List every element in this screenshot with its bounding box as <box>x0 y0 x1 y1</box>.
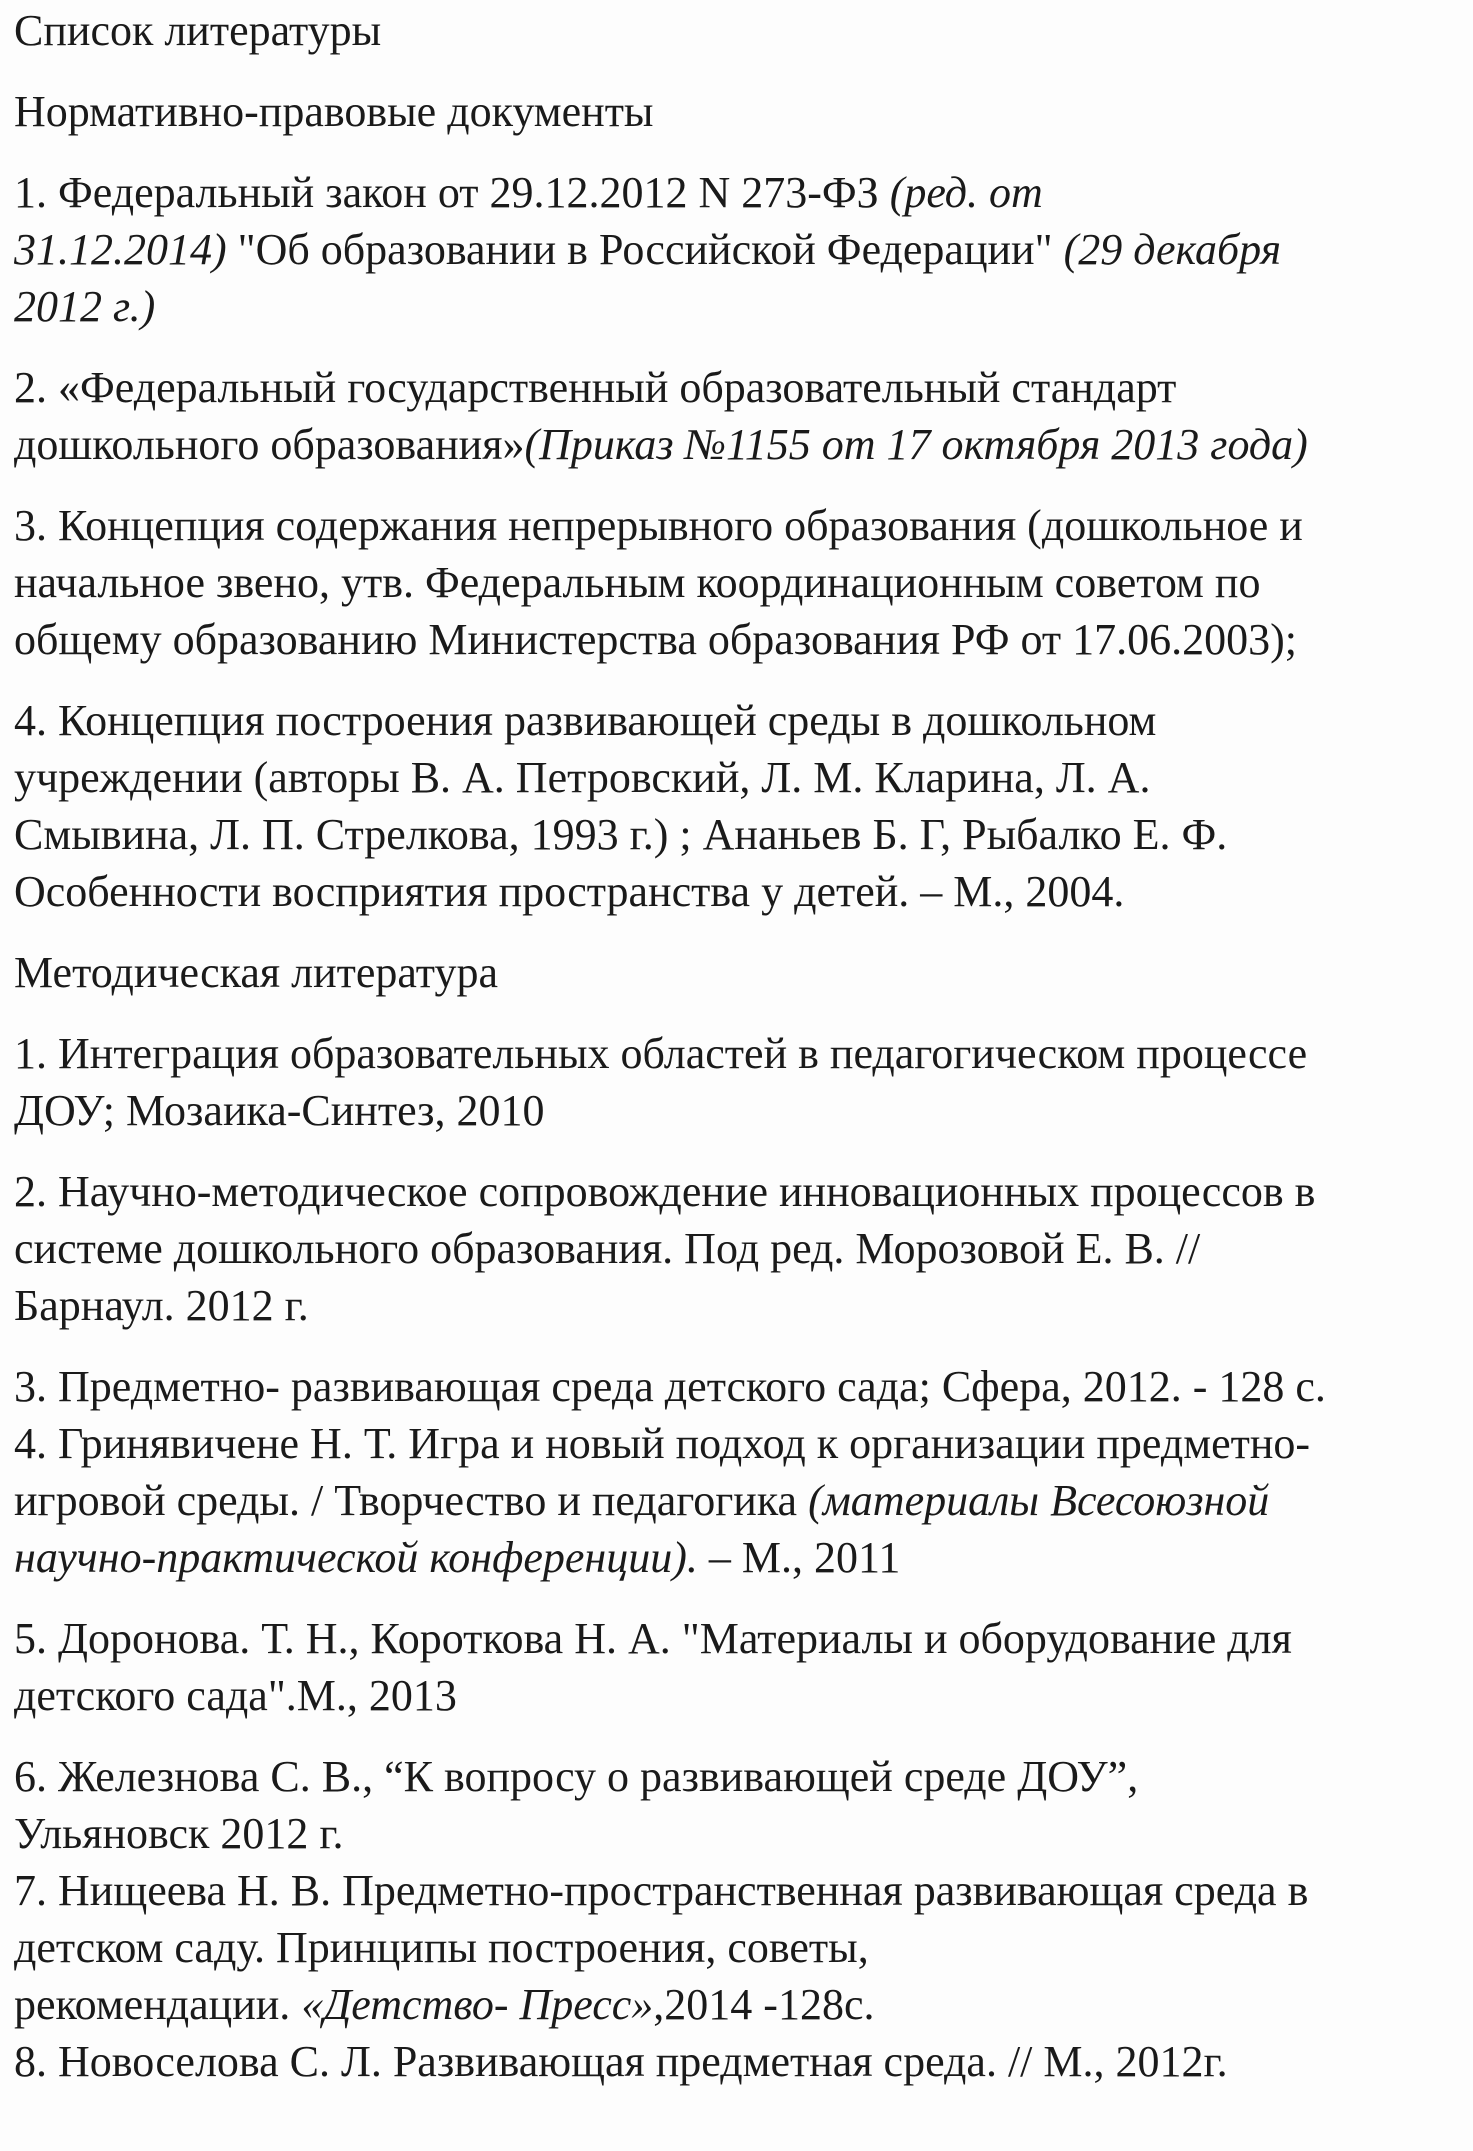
text-run: 6. Железнова С. В., “К вопросу о развивающей среде ДОУ”, <box>14 1752 1139 1801</box>
text-run: игровой среды. / Творчество и педагогика <box>14 1476 809 1525</box>
reference-section <box>14 83 1465 920</box>
reference-item <box>14 1862 1465 2033</box>
text-run: системе дошкольного образования. Под ред. Морозовой Е. В. // <box>14 1224 1201 1273</box>
reference-line <box>14 497 1465 554</box>
text-run: 2. Научно-методическое сопровождение инновационных процессов в <box>14 1167 1316 1216</box>
text-run: 5. Доронова. Т. Н., Короткова Н. А. "Материалы и оборудование для <box>14 1614 1292 1663</box>
text-run: Особенности восприятия пространства у детей. – М., 2004. <box>14 867 1125 916</box>
text-run: 3. Предметно- развивающая среда детского сада; Сфера, 2012. - 128 с. <box>14 1362 1326 1411</box>
text-run: детского сада".М., 2013 <box>14 1671 457 1720</box>
reference-item <box>14 1025 1465 1139</box>
text-run: детском саду. Принципы построения, советы, <box>14 1923 869 1972</box>
reference-item <box>14 2033 1465 2090</box>
italic-text: 31.12.2014) <box>14 225 227 274</box>
text-run: Смывина, Л. П. Стрелкова, 1993 г.) ; Ананьев Б. Г, Рыбалко Е. Ф. <box>14 810 1228 859</box>
reference-line <box>14 863 1465 920</box>
reference-line <box>14 1805 1465 1862</box>
text-run: 8. Новоселова С. Л. Развивающая предметная среда. // М., 2012г. <box>14 2037 1228 2086</box>
italic-text: (ред. от <box>889 168 1043 217</box>
reference-line <box>14 1220 1465 1277</box>
reference-line <box>14 1358 1465 1415</box>
italic-text: 2012 г.) <box>14 282 156 331</box>
text-run: общему образованию Министерства образования РФ от 17.06.2003); <box>14 615 1298 664</box>
reference-item <box>14 692 1465 920</box>
reference-line <box>14 1976 1465 2033</box>
reference-line <box>14 554 1465 611</box>
reference-line <box>14 1025 1465 1082</box>
text-run: 4. Гринявичене Н. Т. Игра и новый подход к организации предметно- <box>14 1419 1311 1468</box>
reference-line <box>14 278 1465 335</box>
reference-line <box>14 1862 1465 1919</box>
reference-line <box>14 2033 1465 2090</box>
reference-line <box>14 1163 1465 1220</box>
reference-item <box>14 1163 1465 1334</box>
text-run: учреждении (авторы В. А. Петровский, Л. М. Кларина, Л. А. <box>14 753 1151 802</box>
italic-text: (29 декабря <box>1063 225 1282 274</box>
reference-line <box>14 1748 1465 1805</box>
reference-item <box>14 1610 1465 1724</box>
italic-text: (Приказ №1155 от 17 октября 2013 года) <box>524 420 1308 469</box>
text-run: 1. Федеральный закон от 29.12.2012 N 273-ФЗ <box>14 168 890 217</box>
text-run: рекомендации. <box>14 1980 302 2029</box>
text-run: Ульяновск 2012 г. <box>14 1809 344 1858</box>
text-run: 1. Интеграция образовательных областей в педагогическом процессе <box>14 1029 1308 1078</box>
page-title: Список литературы <box>14 6 382 55</box>
text-run: ДОУ; Мозаика-Синтез, 2010 <box>14 1086 545 1135</box>
reference-item <box>14 1358 1465 1415</box>
reference-line <box>14 164 1465 221</box>
reference-line <box>14 1667 1465 1724</box>
italic-text: научно-практической конференции). <box>14 1533 698 1582</box>
text-run: начальное звено, утв. Федеральным координационным советом по <box>14 558 1261 607</box>
italic-text: (материалы Всесоюзной <box>808 1476 1270 1525</box>
text-run: 4. Концепция построения развивающей среды в дошкольном <box>14 696 1157 745</box>
text-run: Барнаул. 2012 г. <box>14 1281 309 1330</box>
text-run: "Об образовании в Российской Федерации" <box>226 225 1064 274</box>
reference-line <box>14 1529 1465 1586</box>
reference-line <box>14 611 1465 668</box>
reference-item <box>14 1415 1465 1586</box>
reference-line <box>14 221 1465 278</box>
text-run: 2. «Федеральный государственный образовательный стандарт <box>14 363 1177 412</box>
reference-line <box>14 806 1465 863</box>
reference-line <box>14 1472 1465 1529</box>
section-heading: Методическая литература <box>14 948 498 997</box>
text-run: 3. Концепция содержания непрерывного образования (дошкольное и <box>14 501 1303 550</box>
reference-item <box>14 497 1465 668</box>
reference-line <box>14 1919 1465 1976</box>
text-run: ,2014 -128с. <box>653 1980 875 2029</box>
text-run: 7. Нищеева Н. В. Предметно-пространственная развивающая среда в <box>14 1866 1309 1915</box>
reference-line <box>14 1277 1465 1334</box>
reference-line <box>14 1610 1465 1667</box>
text-run: дошкольного образования» <box>14 420 525 469</box>
reference-section <box>14 944 1465 2090</box>
reference-line <box>14 416 1465 473</box>
section-heading: Нормативно-правовые документы <box>14 87 654 136</box>
reference-line <box>14 1082 1465 1139</box>
reference-item <box>14 164 1465 335</box>
reference-item <box>14 359 1465 473</box>
text-run: – М., 2011 <box>697 1533 901 1582</box>
reference-sections <box>14 83 1465 2090</box>
reference-line <box>14 749 1465 806</box>
reference-line <box>14 692 1465 749</box>
reference-line <box>14 359 1465 416</box>
reference-item <box>14 1748 1465 1862</box>
italic-text: «Детство- Пресс» <box>301 1980 654 2029</box>
reference-line <box>14 1415 1465 1472</box>
